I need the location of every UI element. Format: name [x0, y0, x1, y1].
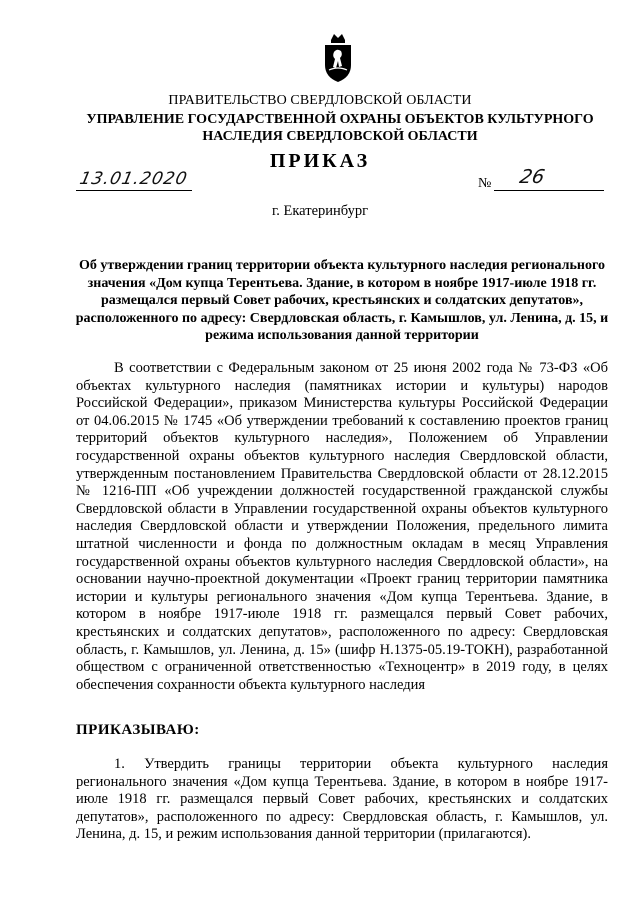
coat-of-arms-icon — [322, 32, 354, 84]
date-underline — [76, 190, 192, 191]
number-underline — [494, 190, 604, 191]
document-number: 26 — [517, 166, 547, 188]
preamble-paragraph: В соответствии с Федеральным законом от 25 июня 2002 года № 73-ФЗ «Об объектах культурного наследия (памятниках истории и культуры) народов Российской Федерации», приказом Министерства культуры Российской Федерации от 04.06.2015 № 1745 «Об утверждении требований к составлению проектов границ территорий объектов культурного наследия», Положением об Управлении государственной охраны объектов культурного наследия Свердловской области, утвержденным постановлением Правительства Свердловской области от 28.12.2015 № 1216-ПП «Об учреждении должностей государственной гражданской службы Свердловской области в Управлении государственной охраны объектов культурного наследия Свердловской области и утверждении Положения, предельного лимита штатной численности и фонда по должностным окладам в месяц Управления государственной охраны объектов культурного наследия Свердловской области», на основании научно-проектной документации «Проект границ территории памятника истории и культуры регионального значения «Дом купца Терентьева. Здание, в котором в ноябре 1917-июле 1918 гг. размещался первый Совет рабочих, крестьянских и солдатских депутатов», расположенного по адресу: Свердловская область, г. Камышлов, ул. Ленина, д. 15» (шифр Н.1375-05.19-ТОКН), разработанной обществом с ограниченной ответственностью «Техноцентр» в 2019 году, в целях обеспечения сохранности объекта культурного наследия — [76, 360, 608, 693]
document-type-title: ПРИКАЗ — [269, 150, 371, 172]
number-label: № — [478, 176, 492, 191]
city: г. Екатеринбург — [271, 203, 369, 219]
document-date: 13.01.2020 — [77, 169, 190, 189]
order-items — [76, 756, 608, 844]
orders-heading: ПРИКАЗЫВАЮ: — [76, 722, 200, 738]
government-name: ПРАВИТЕЛЬСТВО СВЕРДЛОВСКОЙ ОБЛАСТИ — [168, 93, 472, 108]
preamble — [76, 360, 608, 694]
document-title: Об утверждении границ территории объекта культурного наследия регионального значения «Дом купца Терентьева. Здание, в котором в ноябре 1917-июле 1918 гг. размещался первый Совет рабочих, крестьянских и солдатских депутатов», расположенного по адресу: Свердловская область, г. Камышлов, ул. Ленина, д. 15, и режима использования данной территории — [75, 258, 609, 344]
department-name: УПРАВЛЕНИЕ ГОСУДАРСТВЕННОЙ ОХРАНЫ ОБЪЕКТОВ КУЛЬТУРНОГО НАСЛЕДИЯ СВЕРДЛОВСКОЙ ОБЛАСТИ — [86, 112, 594, 144]
order-item: 1. Утвердить границы территории объекта культурного наследия регионального значения «Дом купца Терентьева. Здание, в котором в ноябре 1917-июле 1918 гг. размещался первый Совет рабочих, крестьянских и солдатских депутатов», расположенного по адресу: Свердловская область, г. Камышлов, ул. Ленина, д. 15, и режим использования данной территории (прилагаются). — [76, 756, 608, 843]
